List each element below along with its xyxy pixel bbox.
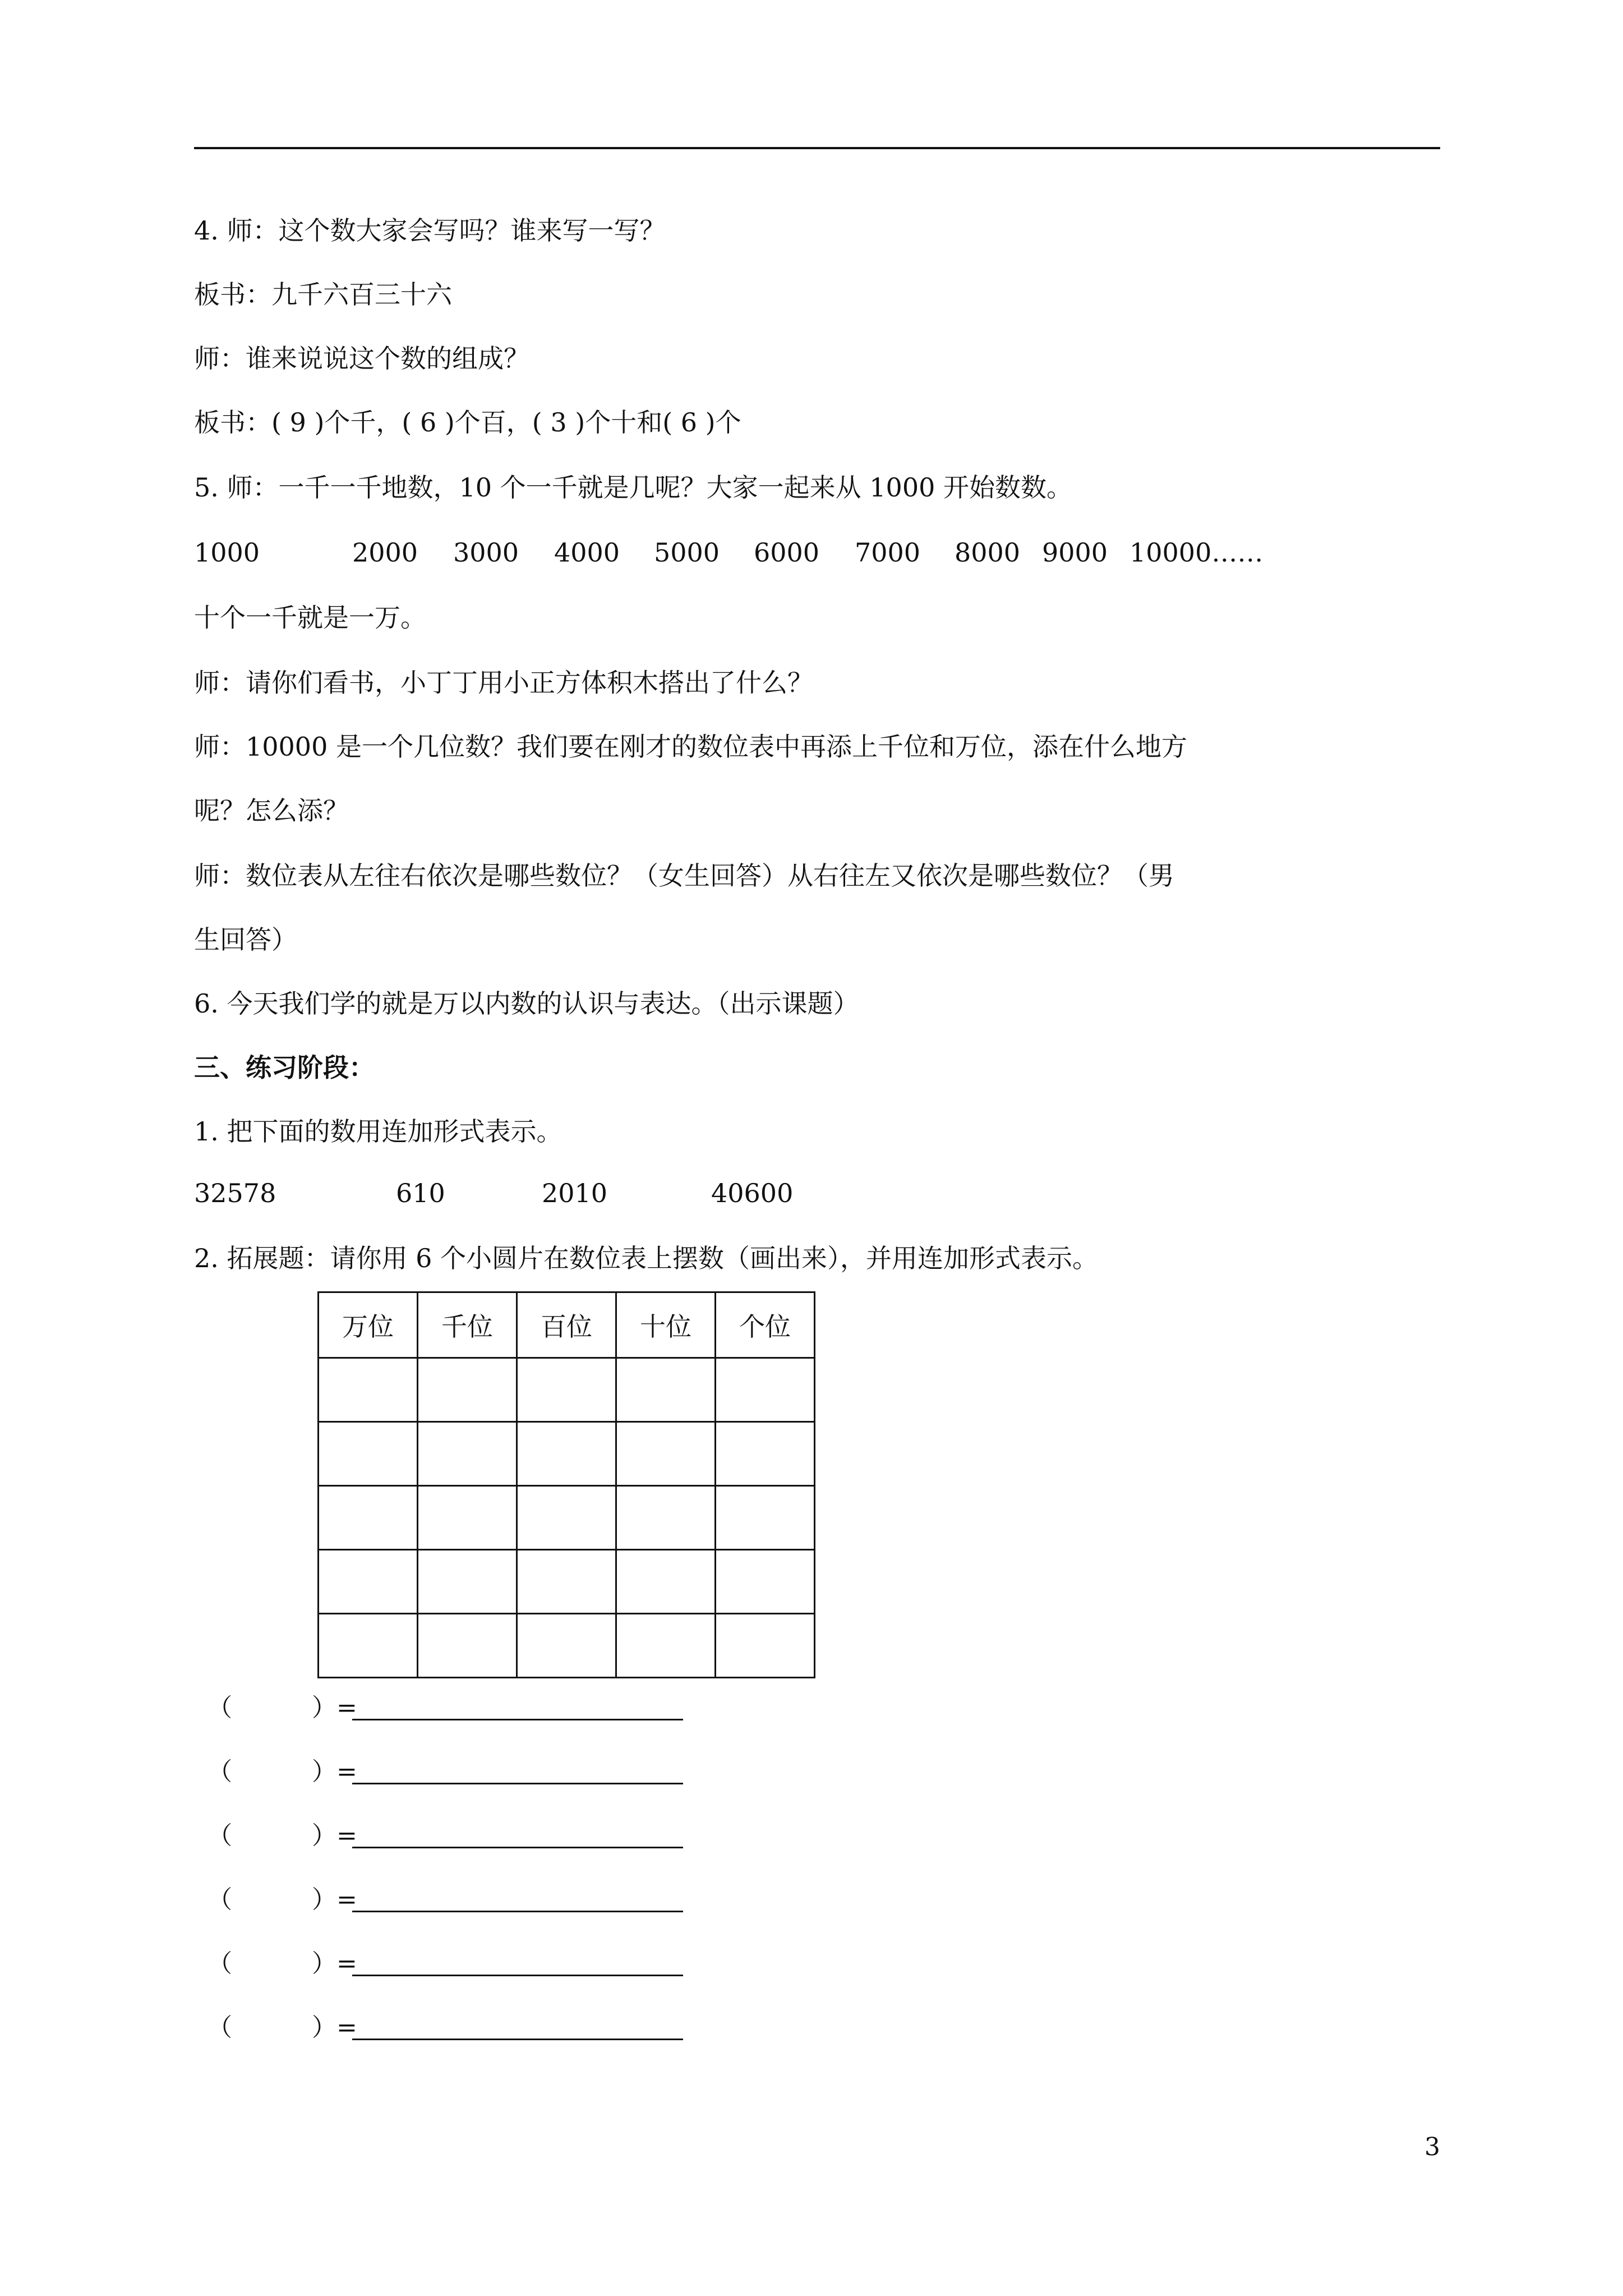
table-cell[interactable] bbox=[616, 1550, 716, 1614]
table-cell[interactable] bbox=[319, 1358, 418, 1422]
table-cell[interactable] bbox=[716, 1550, 815, 1614]
text-line: 1. 把下面的数用连加形式表示。 bbox=[194, 1116, 562, 1147]
table-row bbox=[319, 1422, 815, 1486]
text-line: 师：数位表从左往右依次是哪些数位？（女生回答）从右往左又依次是哪些数位？（男 bbox=[194, 861, 1174, 891]
table-cell[interactable] bbox=[616, 1422, 716, 1486]
table-cell[interactable] bbox=[716, 1614, 815, 1678]
count-number: 9000 bbox=[1042, 537, 1108, 568]
close-paren-equals: ）= bbox=[312, 1694, 357, 1722]
header-tens: 十位 bbox=[616, 1292, 716, 1358]
table-row bbox=[319, 1614, 815, 1678]
count-number: 8000 bbox=[955, 537, 1021, 568]
table-cell[interactable] bbox=[418, 1614, 517, 1678]
text-line: 师：谁来说说这个数的组成？ bbox=[194, 343, 529, 374]
count-number: 2000 bbox=[352, 537, 418, 568]
page-number: 3 bbox=[1424, 2133, 1440, 2161]
table-row bbox=[319, 1550, 815, 1614]
table-cell[interactable] bbox=[319, 1614, 418, 1678]
text-line: 6. 今天我们学的就是万以内数的认识与表达。（出示课题） bbox=[194, 988, 859, 1019]
header-hundreds: 百位 bbox=[517, 1292, 616, 1358]
table-row bbox=[319, 1486, 815, 1550]
place-value-table bbox=[317, 1291, 815, 1678]
header-ten-thousands: 万位 bbox=[319, 1292, 418, 1358]
exercise-number: 40600 bbox=[711, 1178, 794, 1208]
header-rule bbox=[194, 147, 1440, 149]
answer-blank[interactable] bbox=[352, 1719, 683, 1720]
answer-blank[interactable] bbox=[352, 1847, 683, 1848]
exercise-number: 32578 bbox=[194, 1178, 276, 1208]
table-cell[interactable] bbox=[716, 1486, 815, 1550]
header-ones: 个位 bbox=[716, 1292, 815, 1358]
open-paren: （ bbox=[208, 1885, 232, 1914]
table-cell[interactable] bbox=[616, 1486, 716, 1550]
table-cell[interactable] bbox=[517, 1358, 616, 1422]
count-number: 7000 bbox=[855, 537, 921, 568]
table-cell[interactable] bbox=[616, 1614, 716, 1678]
table-cell[interactable] bbox=[319, 1550, 418, 1614]
exercise-number: 610 bbox=[396, 1178, 445, 1208]
text-line: 4. 师：这个数大家会写吗？谁来写一写？ bbox=[194, 215, 666, 246]
table-cell[interactable] bbox=[616, 1358, 716, 1422]
answer-blank[interactable] bbox=[352, 1911, 683, 1912]
close-paren-equals: ）= bbox=[312, 1885, 357, 1914]
table-cell[interactable] bbox=[716, 1422, 815, 1486]
table-cell[interactable] bbox=[319, 1486, 418, 1550]
count-number: 1000 bbox=[194, 537, 260, 568]
text-line: 2. 拓展题：请你用 6 个小圆片在数位表上摆数（画出来），并用连加形式表示。 bbox=[194, 1243, 1099, 1273]
exercise-number: 2010 bbox=[542, 1178, 608, 1208]
table-cell[interactable] bbox=[517, 1486, 616, 1550]
close-paren-equals: ）= bbox=[312, 1757, 357, 1786]
table-row bbox=[319, 1358, 815, 1422]
open-paren: （ bbox=[208, 1949, 232, 1978]
open-paren: （ bbox=[208, 1757, 232, 1786]
answer-blank[interactable] bbox=[352, 1975, 683, 1976]
section-heading: 三、练习阶段： bbox=[194, 1052, 375, 1083]
table-cell[interactable] bbox=[418, 1486, 517, 1550]
table-cell[interactable] bbox=[716, 1358, 815, 1422]
count-number: 10000…… bbox=[1129, 537, 1264, 568]
table-cell[interactable] bbox=[517, 1422, 616, 1486]
count-number: 3000 bbox=[453, 537, 519, 568]
table-cell[interactable] bbox=[319, 1422, 418, 1486]
answer-blank[interactable] bbox=[352, 2039, 683, 2040]
text-line: 生回答） bbox=[194, 924, 297, 955]
text-line: 师：请你们看书，小丁丁用小正方体积木搭出了什么？ bbox=[194, 668, 813, 698]
text-line: 5. 师：一千一千地数，10 个一千就是几呢？大家一起来从 1000 开始数数。 bbox=[194, 472, 1072, 503]
table-header-row bbox=[319, 1292, 815, 1358]
table-cell[interactable] bbox=[418, 1550, 517, 1614]
open-paren: （ bbox=[208, 1821, 232, 1850]
table-cell[interactable] bbox=[418, 1358, 517, 1422]
header-thousands: 千位 bbox=[418, 1292, 517, 1358]
answer-blank[interactable] bbox=[352, 1783, 683, 1784]
count-number: 5000 bbox=[654, 537, 720, 568]
close-paren-equals: ）= bbox=[312, 2013, 357, 2042]
text-line: 板书：( 9 )个千，( 6 )个百，( 3 )个十和( 6 )个 bbox=[194, 407, 741, 438]
table-cell[interactable] bbox=[517, 1550, 616, 1614]
text-line: 师：10000 是一个几位数？我们要在刚才的数位表中再添上千位和万位，添在什么地方 bbox=[194, 731, 1187, 762]
open-paren: （ bbox=[208, 2013, 232, 2042]
text-line: 板书：九千六百三十六 bbox=[194, 279, 452, 310]
count-number: 4000 bbox=[554, 537, 620, 568]
table-cell[interactable] bbox=[418, 1422, 517, 1486]
count-number: 6000 bbox=[754, 537, 820, 568]
close-paren-equals: ）= bbox=[312, 1821, 357, 1850]
text-line: 呢？怎么添？ bbox=[194, 795, 349, 826]
table-cell[interactable] bbox=[517, 1614, 616, 1678]
open-paren: （ bbox=[208, 1694, 232, 1722]
close-paren-equals: ）= bbox=[312, 1949, 357, 1978]
text-line: 十个一千就是一万。 bbox=[194, 602, 426, 633]
